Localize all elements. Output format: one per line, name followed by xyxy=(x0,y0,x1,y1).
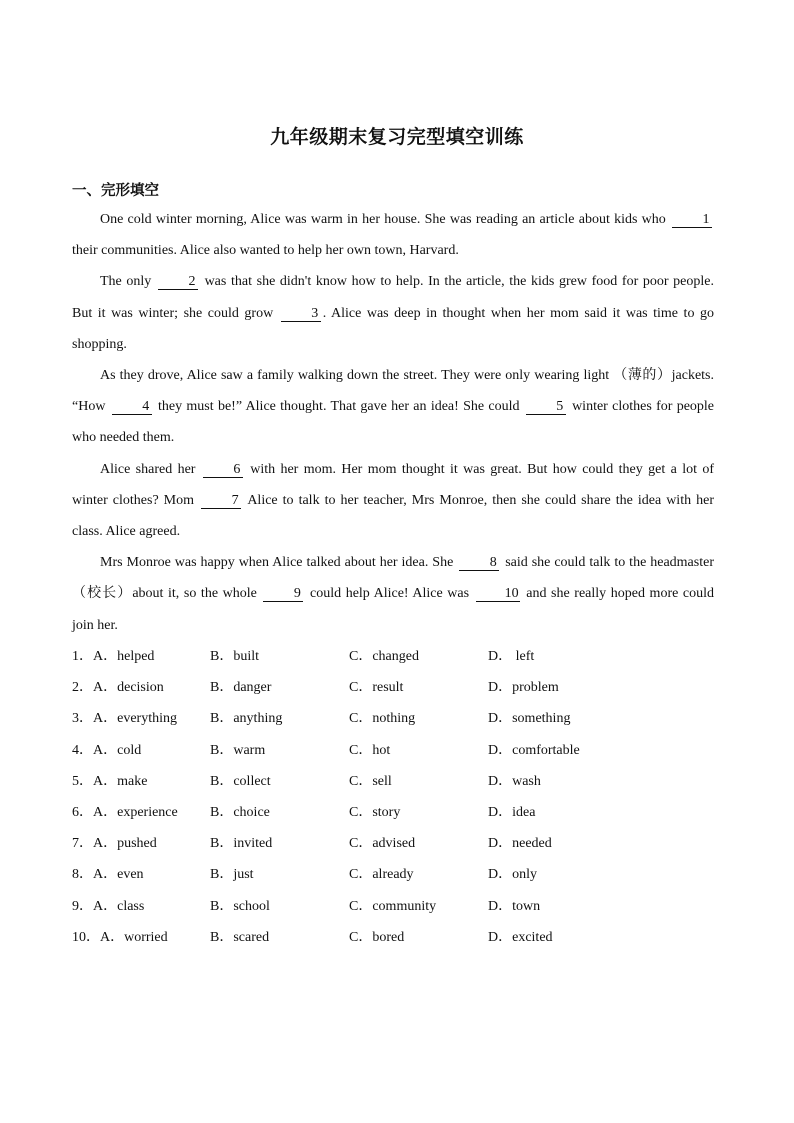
option-b: B．collect xyxy=(210,773,271,789)
question-row xyxy=(72,797,714,828)
blank-8: 8 xyxy=(459,555,499,571)
option-b: B．invited xyxy=(210,836,273,852)
page-title: 九年级期末复习完型填空训练 xyxy=(270,126,524,148)
option-d: D．comfortable xyxy=(488,742,580,758)
option-d: D．town xyxy=(488,898,541,914)
section-heading: 一、完形填空 xyxy=(72,183,159,199)
option-c: C．nothing xyxy=(349,711,416,727)
option-c: C．already xyxy=(349,867,414,883)
question-row xyxy=(72,735,714,766)
blank-4: 4 xyxy=(112,399,152,415)
option-b: B．school xyxy=(210,898,270,914)
blank-7: 7 xyxy=(201,493,241,509)
question-row xyxy=(72,828,714,859)
passage-text: was that she didn't know how to help. In the article, the kids grew food for poor people. But it was winter; she could grow xyxy=(72,274,715,321)
option-a: 5．A．make xyxy=(72,773,148,789)
option-d: D．only xyxy=(488,867,537,883)
option-c: C．sell xyxy=(349,773,392,789)
question-row xyxy=(72,672,714,703)
option-d: D．needed xyxy=(488,836,552,852)
option-b: B．just xyxy=(210,867,254,883)
option-d: D． left xyxy=(488,649,535,664)
option-d: D．something xyxy=(488,711,571,727)
blank-6: 6 xyxy=(203,462,243,478)
passage-paragraph xyxy=(72,204,714,266)
blank-5: 5 xyxy=(526,399,566,415)
answer-options xyxy=(72,641,714,953)
passage-paragraph xyxy=(72,266,714,360)
question-row xyxy=(72,766,714,797)
passage-text: their communities. Alice also wanted to help her own town, Harvard. xyxy=(72,243,459,259)
option-d: D．excited xyxy=(488,929,553,945)
passage-text: and she really hoped more could join her. xyxy=(72,586,715,633)
option-d: D．wash xyxy=(488,773,541,789)
option-b: B．choice xyxy=(210,804,270,820)
option-c: C．story xyxy=(349,804,401,820)
option-a: 1．A．helped xyxy=(72,649,155,664)
option-c: C．result xyxy=(349,680,404,696)
option-a: 8．A．even xyxy=(72,867,144,883)
question-row xyxy=(72,891,714,922)
passage-text: winter clothes for people who needed them. xyxy=(72,399,715,446)
question-row xyxy=(72,922,714,953)
passage-text: Alice to talk to her teacher, Mrs Monroe, then she could share the idea with her class. Alice agreed. xyxy=(72,492,714,540)
option-b: B．built xyxy=(210,649,260,664)
option-d: D．idea xyxy=(488,804,536,820)
option-c: C．hot xyxy=(349,742,391,758)
option-a: 4．A．cold xyxy=(72,742,142,758)
option-c: C．community xyxy=(349,898,437,914)
option-a: 7．A．pushed xyxy=(72,836,157,852)
passage-text: could help Alice! Alice was xyxy=(305,586,474,602)
cloze-passage xyxy=(72,204,714,641)
passage-text: . Alice was deep in thought when her mom said it was time to go shopping. xyxy=(72,305,714,352)
option-c: C．bored xyxy=(349,929,405,945)
option-c: C．advised xyxy=(349,836,416,852)
blank-3: 3 xyxy=(281,306,321,322)
passage-paragraph xyxy=(72,547,714,641)
passage-text: The only xyxy=(100,274,156,290)
question-row xyxy=(72,703,714,734)
blank-9: 9 xyxy=(263,586,303,602)
passage-text: with her mom. Her mom thought it was great. But how could they get a lot of winter clothes? Mom xyxy=(72,461,714,508)
option-b: B．anything xyxy=(210,711,283,727)
passage-text: Alice shared her xyxy=(100,461,201,477)
option-a: 2．A．decision xyxy=(72,680,164,696)
passage-text: One cold winter morning, Alice was warm in her house. She was reading an article about kids who xyxy=(100,212,670,227)
option-b: B．warm xyxy=(210,742,266,758)
blank-2: 2 xyxy=(158,274,198,290)
passage-paragraph xyxy=(72,360,714,454)
option-d: D．problem xyxy=(488,680,559,696)
passage-text: they must be!” Alice thought. That gave her an idea! She could xyxy=(153,399,524,415)
question-row xyxy=(72,859,714,890)
passage-text: said she could talk to the headmaster （校长）about it, so the whole xyxy=(72,555,714,602)
passage-text: Mrs Monroe was happy when Alice talked about her idea. She xyxy=(100,555,458,571)
blank-1: 1 xyxy=(672,212,712,228)
option-b: B．danger xyxy=(210,680,272,696)
option-a: 6．A．experience xyxy=(72,804,178,820)
option-a: 10．A．worried xyxy=(72,929,168,945)
option-b: B．scared xyxy=(210,929,270,945)
blank-10: 10 xyxy=(476,586,520,602)
passage-paragraph xyxy=(72,454,714,548)
option-a: 3．A．everything xyxy=(72,711,177,727)
option-a: 9．A．class xyxy=(72,898,145,914)
option-c: C．changed xyxy=(349,649,419,664)
question-row xyxy=(72,641,714,672)
passage-text: As they drove, Alice saw a family walking down the street. They were only wearing light （薄的）jackets. “How xyxy=(72,368,714,415)
